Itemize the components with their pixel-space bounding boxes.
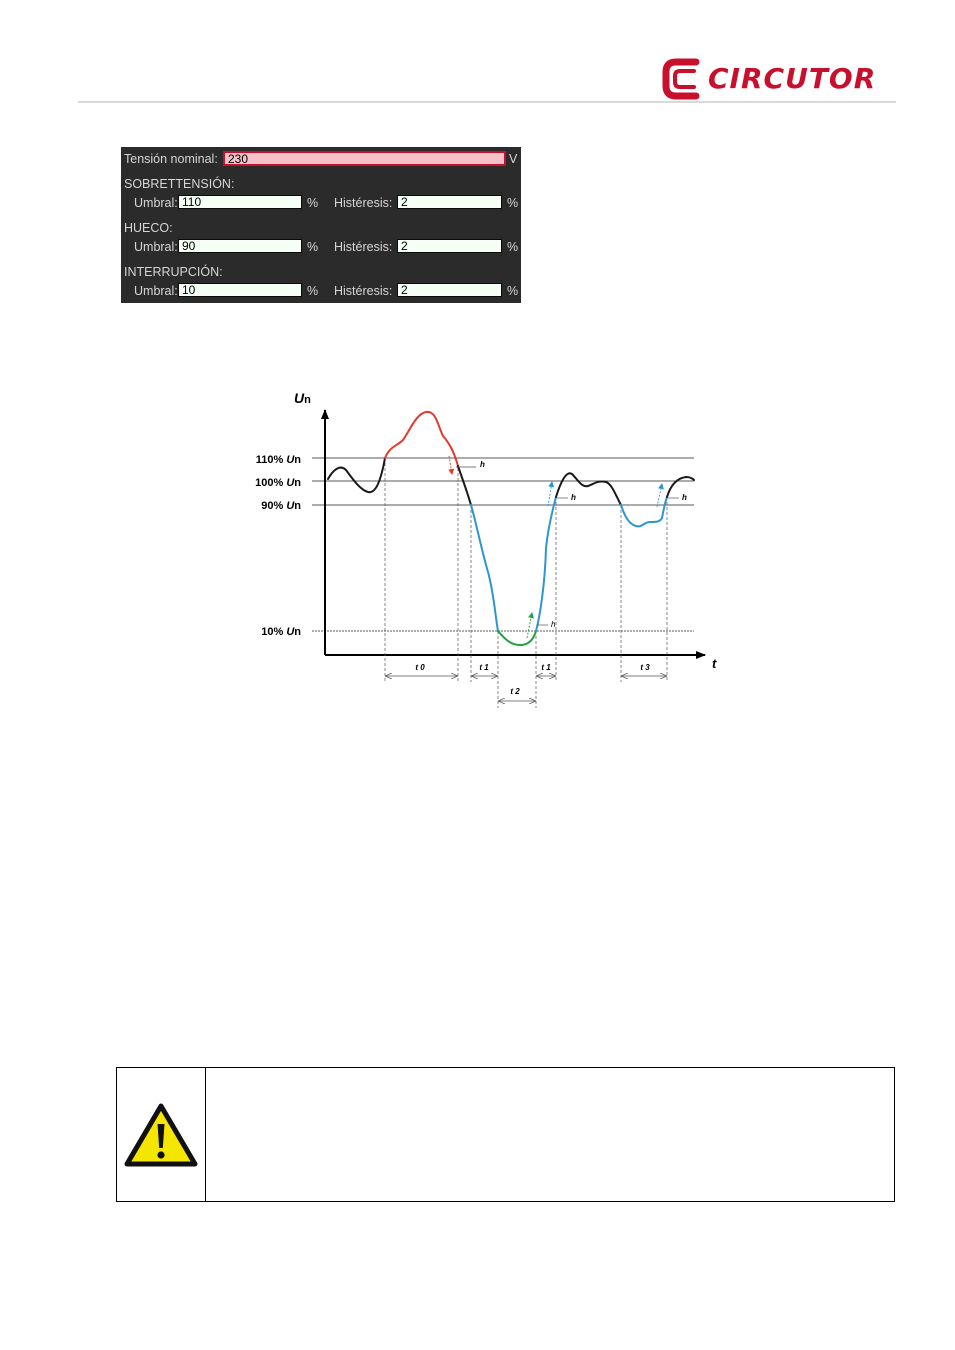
overvoltage-hysteresis-input[interactable]: 2 xyxy=(397,195,502,209)
curve-segment-dip-1 xyxy=(471,505,498,631)
warning-box-divider xyxy=(205,1068,206,1201)
hysteresis-label-3: h xyxy=(551,620,556,629)
overvoltage-hysteresis-label: Histéresis: xyxy=(334,196,393,210)
curve-segment-dip-3 xyxy=(621,497,667,526)
overvoltage-threshold-unit: % xyxy=(307,196,319,210)
interruption-threshold-unit: % xyxy=(307,284,319,298)
overvoltage-threshold-input[interactable]: 110 xyxy=(178,195,302,209)
interruption-section-title: INTERRUPCIÓN: xyxy=(124,265,223,279)
dip-threshold-input[interactable]: 90 xyxy=(178,239,302,253)
interval-label-t0: t 0 xyxy=(415,663,425,672)
interval-dimensions xyxy=(386,676,666,701)
curve-segment-dip-2 xyxy=(536,497,556,631)
dip-hysteresis-label: Histéresis: xyxy=(334,240,393,254)
circutor-logo-icon xyxy=(662,56,706,102)
circutor-logo xyxy=(662,56,890,102)
interval-label-t3: t 3 xyxy=(640,663,650,672)
y-axis-label: Un xyxy=(294,390,311,406)
curve-segment-normal-1 xyxy=(328,458,385,492)
nominal-voltage-unit: V xyxy=(509,152,518,166)
warning-triangle-icon xyxy=(124,1102,198,1168)
dip-section-title: HUECO: xyxy=(124,221,173,235)
hysteresis-label-1: h xyxy=(480,460,485,469)
interruption-hysteresis-unit: % xyxy=(507,284,519,298)
interruption-threshold-input[interactable]: 10 xyxy=(178,283,302,297)
hysteresis-arrow-dip-2 xyxy=(657,484,662,507)
dip-threshold-unit: % xyxy=(307,240,319,254)
voltage-settings-panel xyxy=(121,147,521,303)
nominal-voltage-input[interactable]: 230 xyxy=(223,151,506,166)
overvoltage-hysteresis-unit: % xyxy=(507,196,519,210)
dip-threshold-label: Umbral: xyxy=(134,240,178,254)
interruption-threshold-label: Umbral: xyxy=(134,284,178,298)
interruption-hysteresis-input[interactable]: 2 xyxy=(397,283,502,297)
hysteresis-arrow-overvoltage xyxy=(449,456,452,474)
x-axis-label: t xyxy=(712,656,717,671)
voltage-curve xyxy=(328,412,694,645)
curve-segment-normal-3 xyxy=(556,473,621,505)
interval-label-t1-a: t 1 xyxy=(479,663,489,672)
header-divider xyxy=(78,101,896,103)
curve-segment-normal-2 xyxy=(458,466,471,505)
interruption-hysteresis-label: Histéresis: xyxy=(334,284,393,298)
hysteresis-arrow-dip-1 xyxy=(548,482,552,506)
hysteresis-label-4: h xyxy=(682,493,687,502)
threshold-label-100: 100% Un xyxy=(255,477,301,489)
interval-label-t2: t 2 xyxy=(510,687,520,696)
overvoltage-section-title: SOBRETTENSIÓN: xyxy=(124,177,235,191)
curve-segment-normal-4 xyxy=(667,477,694,497)
threshold-label-90: 90% Un xyxy=(261,500,301,512)
nominal-voltage-label: Tensión nominal: xyxy=(124,152,218,166)
interval-labels xyxy=(415,663,650,696)
hysteresis-markers xyxy=(449,456,687,638)
hysteresis-arrow-interruption xyxy=(527,613,532,638)
circutor-logo-text: CIRCUTOR xyxy=(708,62,877,95)
event-guide-lines xyxy=(385,458,667,708)
threshold-label-10: 10% Un xyxy=(261,626,301,638)
interval-label-t1-b: t 1 xyxy=(541,663,551,672)
overvoltage-threshold-label: Umbral: xyxy=(134,196,178,210)
hysteresis-label-2: h xyxy=(571,493,576,502)
threshold-label-110: 110% Un xyxy=(255,454,301,466)
dip-hysteresis-input[interactable]: 2 xyxy=(397,239,502,253)
warning-box xyxy=(116,1067,895,1202)
curve-segment-interruption xyxy=(498,631,536,645)
dip-hysteresis-unit: % xyxy=(507,240,519,254)
